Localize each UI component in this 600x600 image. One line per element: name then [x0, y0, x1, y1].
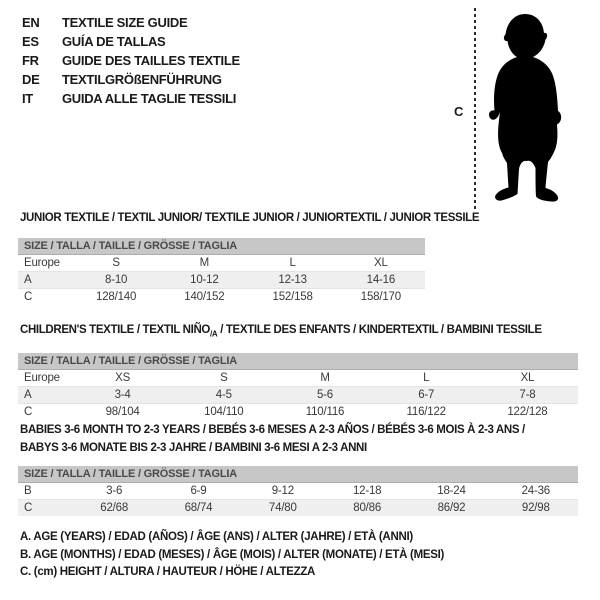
table-row: [18, 500, 578, 516]
size-cell: 18-24: [437, 485, 466, 497]
language-label: GUÍA DE TALLAS: [62, 34, 166, 49]
language-row-de: [22, 70, 240, 89]
babies-title-line-1: BABIES 3-6 MONTH TO 2-3 YEARS / BEBÉS 3-6 MESES A 2-3 AÑOS / BÉBÉS 3-6 MOIS À 2-3 ANS /: [20, 424, 525, 436]
table-row: [18, 404, 578, 420]
language-code: EN: [22, 15, 40, 30]
row-label: C: [24, 291, 33, 303]
babies-title-line-2: BABYS 3-6 MONATE BIS 2-3 JAHRE / BAMBINI 3-6 MESI A 2-3 ANNI: [20, 442, 367, 454]
size-cell: L: [423, 372, 430, 385]
language-row-es: [22, 32, 240, 51]
footnote-b: B. AGE (MONTHS) / EDAD (MESES) / ÂGE (MOIS) / ALTER (MONATE) / ETÀ (MESI): [20, 548, 445, 561]
size-cell: S: [112, 257, 120, 269]
language-code: IT: [22, 91, 33, 106]
table-row: [18, 483, 578, 500]
size-cell: 14-16: [366, 274, 396, 286]
babies-table-title: [20, 421, 578, 457]
size-cell: L: [289, 257, 296, 269]
size-cell: 6-7: [418, 389, 435, 402]
size-cell: XS: [115, 372, 131, 385]
size-cell: 98/104: [105, 406, 140, 419]
size-cell: XL: [520, 372, 535, 385]
childrens-textile-section: [18, 324, 578, 420]
junior-textile-section: [18, 212, 480, 305]
row-label: C: [24, 406, 33, 419]
footnotes: [20, 529, 444, 582]
childrens-table-title: [20, 324, 578, 340]
size-cell: 12-18: [352, 485, 382, 497]
size-cell: 7-8: [519, 389, 536, 402]
row-label: Europe: [24, 257, 60, 269]
row-label: A: [24, 389, 32, 402]
row-label: C: [24, 502, 33, 514]
height-measure-dotted-line: [474, 8, 476, 212]
babies-size-table: [18, 466, 578, 516]
size-cell: 128/140: [96, 291, 137, 303]
size-cell: 68/74: [184, 502, 213, 514]
footnote-c: C. (cm) HEIGHT / ALTURA / HAUTEUR / HÖHE / ALTEZZA: [20, 566, 316, 578]
size-cell: 158/170: [360, 291, 401, 303]
size-cell: XL: [374, 257, 388, 269]
size-cell: 3-6: [106, 485, 123, 497]
size-cell: 104/110: [204, 406, 244, 419]
childrens-size-table: [18, 353, 578, 420]
table-row: [18, 255, 425, 272]
language-code: ES: [22, 34, 39, 49]
footnote-a: A. AGE (YEARS) / EDAD (AÑOS) / ÂGE (ANS) / ALTER (JAHRE) / ETÀ (ANNI): [20, 531, 413, 543]
size-cell: 9-12: [271, 485, 294, 497]
table-row: [18, 289, 425, 305]
size-cell: 8-10: [105, 274, 128, 286]
row-label: Europe: [24, 372, 60, 385]
language-list: [22, 13, 240, 108]
table-row: [18, 272, 425, 289]
size-cell: 6-9: [190, 485, 207, 497]
row-label: B: [24, 485, 32, 497]
language-label: GUIDE DES TAILLES TEXTILE: [62, 53, 240, 68]
size-cell: 3-4: [114, 389, 131, 402]
size-header-bar: SIZE / TALLA / TAILLE / GRÖSSE / TAGLIA: [18, 466, 578, 483]
size-cell: 122/128: [507, 406, 548, 419]
language-code: DE: [22, 72, 40, 87]
row-label: A: [24, 274, 32, 286]
size-cell: 5-6: [316, 389, 334, 402]
baby-silhouette-icon: [486, 12, 568, 208]
size-cell: 4-5: [215, 389, 232, 402]
size-cell: 110/116: [305, 406, 345, 419]
size-header-bar: SIZE / TALLA / TAILLE / GRÖSSE / TAGLIA: [18, 238, 425, 255]
size-cell: 86/92: [437, 502, 466, 514]
size-cell: 24-36: [521, 485, 551, 497]
language-label: GUIDA ALLE TAGLIE TESSILI: [62, 91, 237, 106]
size-cell: M: [199, 257, 210, 269]
junior-size-table: [18, 238, 425, 305]
size-cell: S: [220, 372, 228, 385]
size-header-bar: SIZE / TALLA / TAILLE / GRÖSSE / TAGLIA: [18, 353, 578, 370]
size-cell: 152/158: [272, 291, 313, 303]
height-measure-label: C: [454, 104, 464, 119]
title-text: / TEXTILE DES ENFANTS / KINDERTEXTIL / BAMBINI TESSILE: [217, 324, 542, 336]
size-cell: 12-13: [278, 274, 307, 286]
language-label: TEXTILE SIZE GUIDE: [62, 15, 188, 30]
language-row-en: [22, 13, 240, 32]
size-cell: 92/98: [521, 502, 550, 514]
table-row: [18, 387, 578, 404]
table-row: [18, 370, 578, 387]
language-row-fr: [22, 51, 240, 70]
size-cell: 62/68: [100, 502, 129, 514]
size-cell: 116/122: [406, 406, 446, 419]
size-cell: 140/152: [184, 291, 225, 303]
junior-table-title: JUNIOR TEXTILE / TEXTIL JUNIOR/ TEXTILE JUNIOR / JUNIORTEXTIL / JUNIOR TESSILE: [20, 212, 480, 224]
size-cell: 10-12: [190, 274, 219, 286]
title-text: CHILDREN'S TEXTILE / TEXTIL NIÑO: [20, 324, 211, 336]
babies-textile-section: [18, 421, 578, 516]
language-label: TEXTILGRÖßENFÜHRUNG: [62, 72, 222, 87]
title-sub-text: /A: [210, 329, 218, 339]
size-cell: 80/86: [353, 502, 382, 514]
language-row-it: [22, 89, 240, 108]
language-code: FR: [22, 53, 39, 68]
size-cell: 74/80: [268, 502, 297, 514]
size-cell: M: [320, 372, 330, 385]
